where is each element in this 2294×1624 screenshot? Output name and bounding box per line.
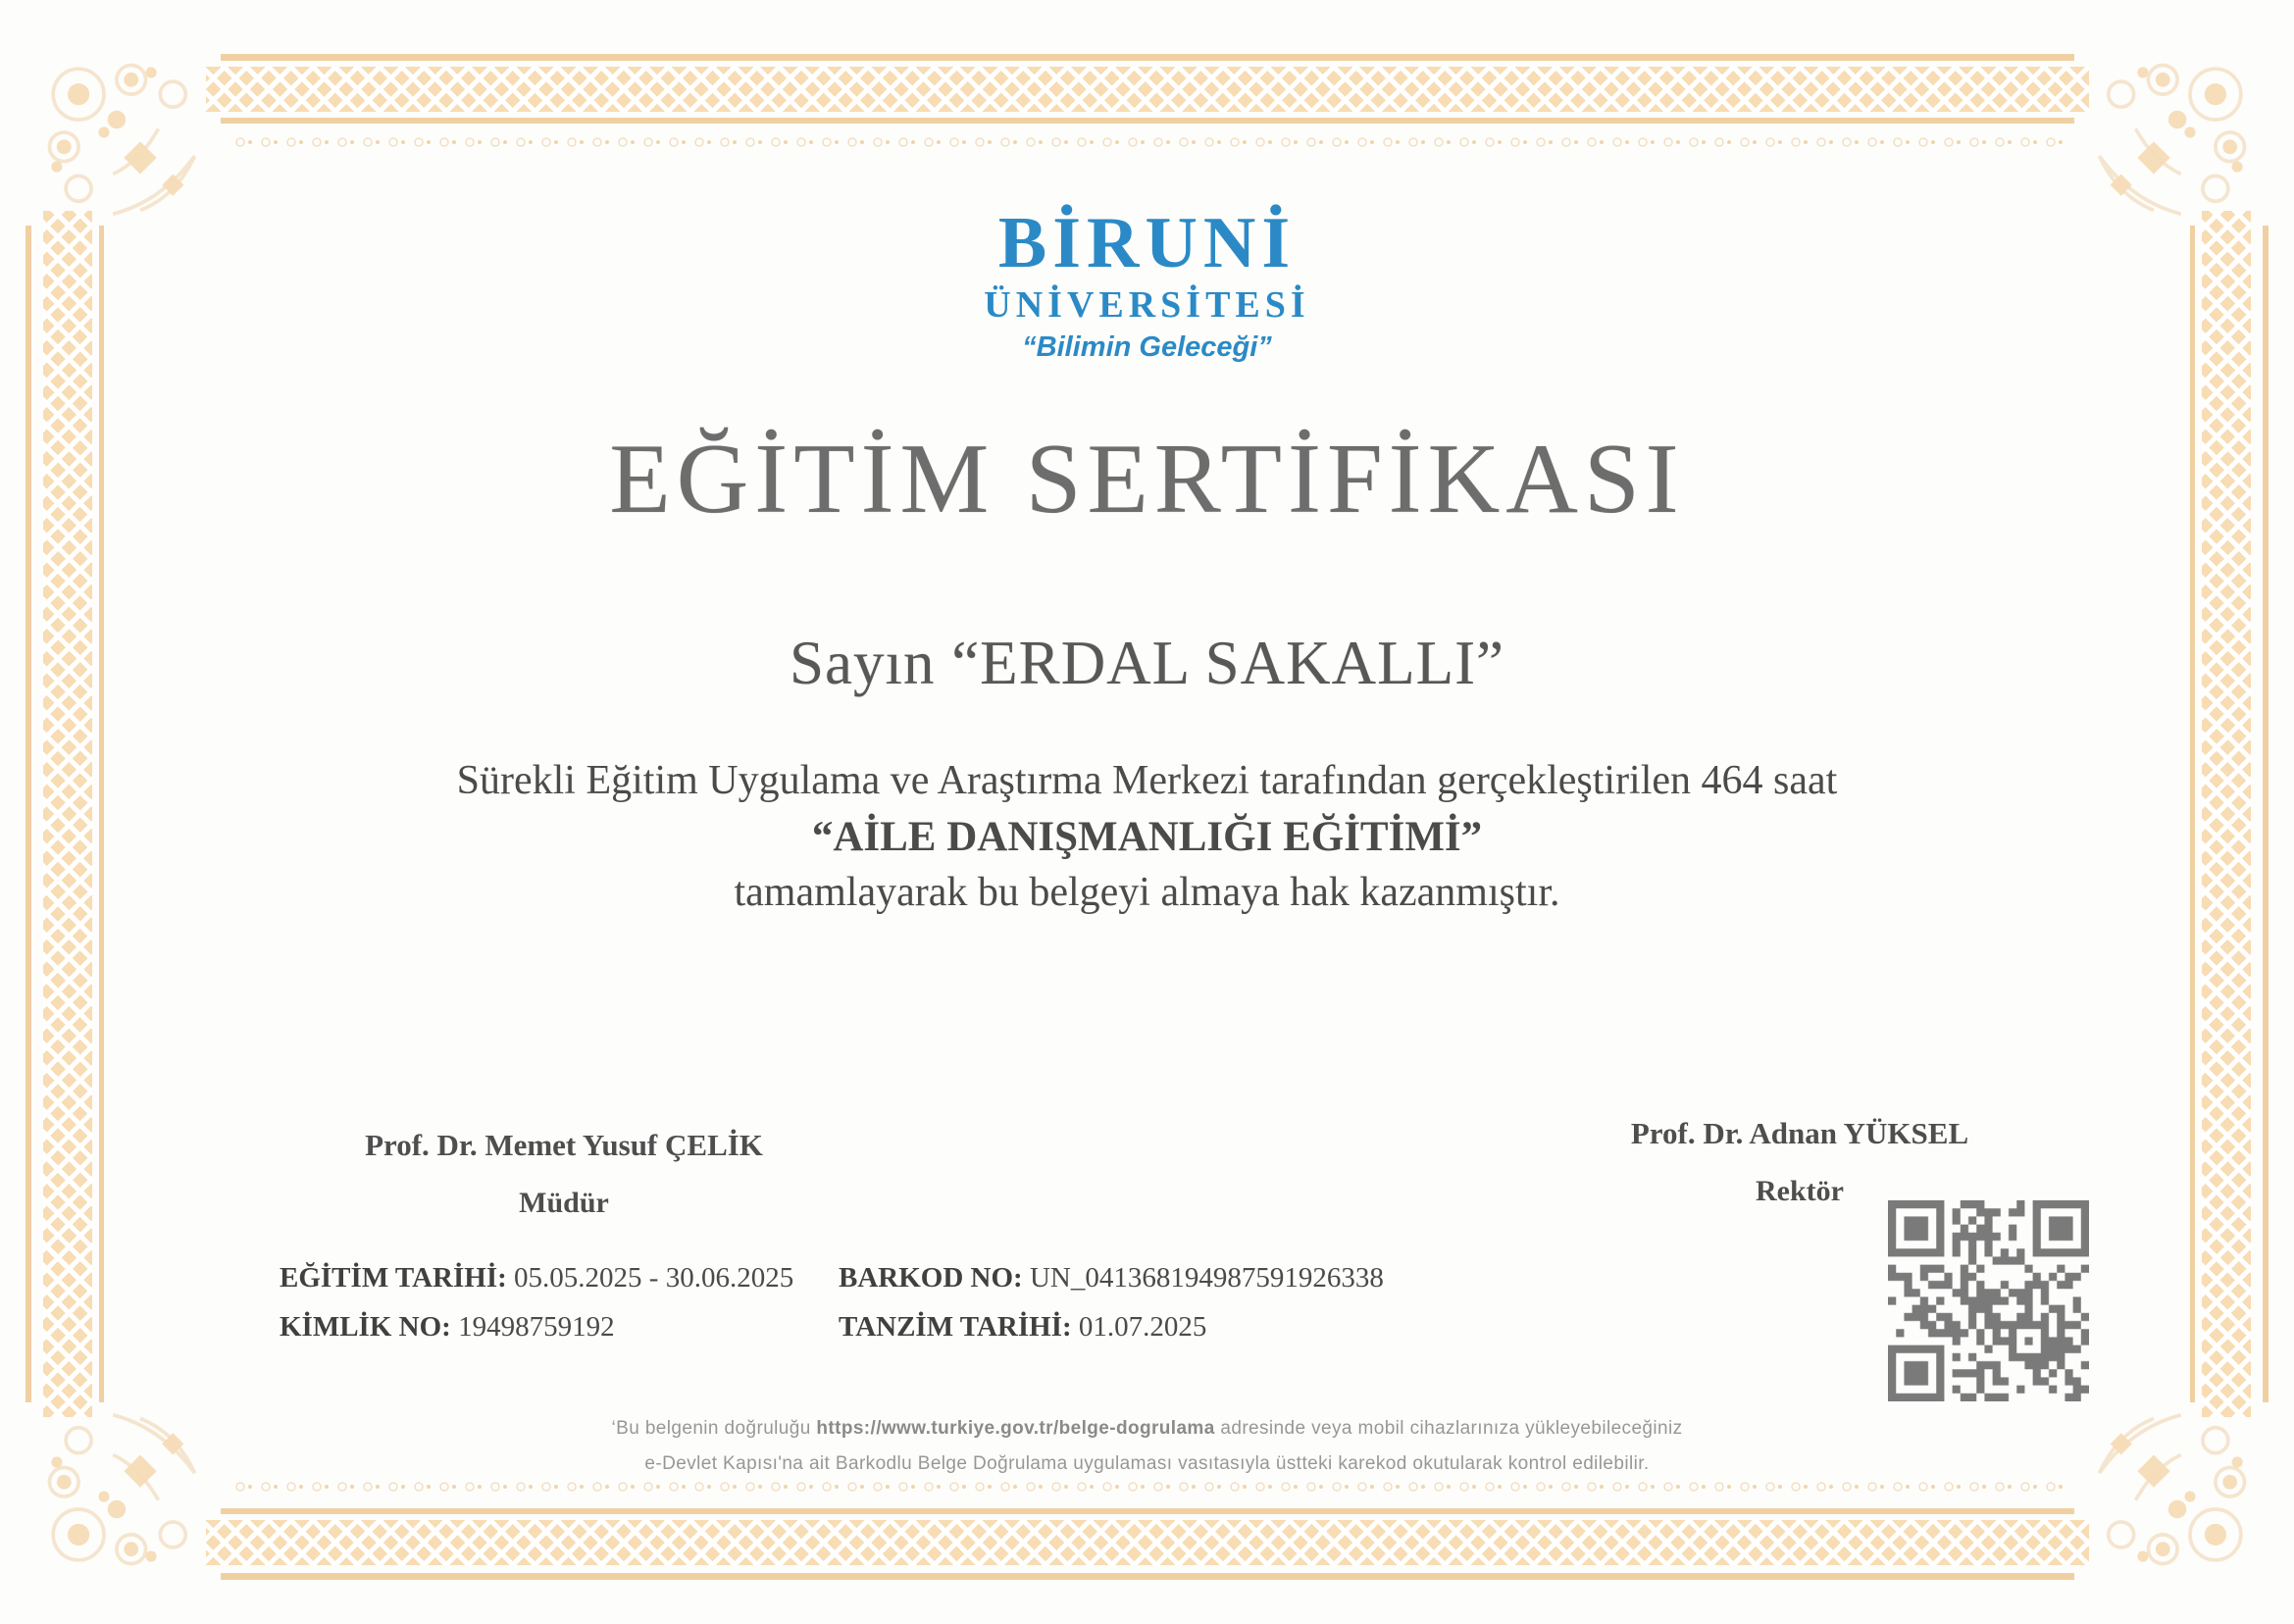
education-date-value: 05.05.2025 - 30.06.2025 [514,1262,794,1294]
recipient-name: Sayın “ERDAL SAKALLI” [789,629,1505,697]
issue-date-label: TANZİM TARİHİ: [839,1311,1072,1343]
certificate-title: EĞİTİM SERTİFİKASI [609,424,1685,534]
education-date-label: EĞİTİM TARİHİ: [280,1262,507,1294]
border-lattice-top [206,67,2089,112]
border-line-bottom-inner [221,1508,2074,1514]
identity-number-row [280,1302,793,1351]
issue-date-row [839,1302,1384,1351]
border-scroll-top [230,130,2065,154]
floral-flourish-icon [31,47,213,228]
border-lattice-bottom [206,1520,2089,1565]
body-line-3: tamamlayarak bu belgeyi almaya hak kazanmıştır. [734,870,1560,915]
corner-ornament-icon [31,47,213,228]
details-column-right [839,1253,1384,1351]
verification-text-line-2: e-Devlet Kapısı'na ait Barkodlu Belge Doğrulama uygulaması vasıtasıyla üstteki karekod okutularak kontrol edilebilir. [644,1453,1650,1474]
corner-ornament-icon [2081,47,2263,228]
signatory-title: Müdür [519,1187,609,1219]
signature-block-rektor [1525,1116,2074,1208]
identity-number-value: 19498759192 [458,1311,615,1343]
border-line-bottom-outer [221,1573,2074,1580]
body-line-2-program-name: “AİLE DANIŞMANLIĞI EĞİTİMİ” [811,814,1483,860]
verification-text-line-1 [0,1410,2294,1447]
education-date-row [280,1253,793,1302]
qr-code [1888,1200,2089,1401]
body-line-1: Sürekli Eğitim Uygulama ve Araştırma Merkezi tarafından gerçekleştirilen 464 saat [456,758,1838,803]
border-line-top-inner [221,118,2074,124]
signatory-name: Prof. Dr. Memet Yusuf ÇELİK [365,1128,763,1162]
barcode-number-label: BARKOD NO: [839,1262,1023,1294]
signature-block-mudur [280,1128,848,1220]
signatory-title: Rektör [1756,1175,1844,1207]
floral-flourish-icon [2081,47,2263,228]
university-subtitle: ÜNİVERSİTESİ [984,284,1310,326]
border-line-top-outer [221,54,2074,61]
details-column-left [280,1253,793,1351]
identity-number-label: KİMLİK NO: [280,1311,451,1343]
qr-code-canvas [1888,1200,2089,1401]
verification-prefix: ‘Bu belgenin doğruluğu [611,1418,817,1439]
barcode-number-value: UN_041368194987591926338 [1029,1262,1384,1294]
verification-suffix: adresinde veya mobil cihazlarınıza yükleyebileceğiniz [1214,1418,1683,1439]
verification-url: https://www.turkiye.gov.tr/belge-dogrulama [816,1418,1215,1439]
issue-date-value: 01.07.2025 [1078,1311,1207,1343]
university-tagline: “Bilimin Geleceği” [1022,331,1272,363]
barcode-number-row [839,1253,1384,1302]
university-logo [0,204,2294,367]
certificate-body [0,753,2294,921]
university-name: BİRUNİ [997,203,1297,283]
signatory-name: Prof. Dr. Adnan YÜKSEL [1630,1116,1969,1150]
